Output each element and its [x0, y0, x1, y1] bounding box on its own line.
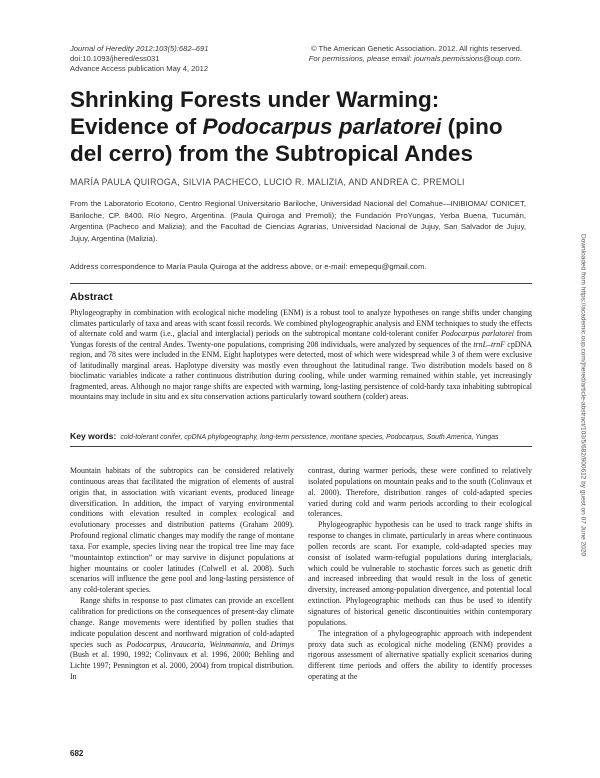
body-paragraph: The integration of a phylogeographic approach with independent proxy data such as ecological niche modeling (ENM) provides a rigorous assessment of alternative spatially explicit scenarios during different time periods and offers the ability to identify processes operating at the — [308, 628, 532, 682]
abstract-bottom-rule — [70, 446, 532, 447]
keywords — [70, 431, 540, 441]
body-column-left — [70, 466, 294, 683]
journal-citation-block — [70, 44, 208, 74]
title-line-1: Shrinking Forests under Warming: — [70, 87, 440, 112]
page-number: 682 — [70, 749, 84, 758]
title-species-name: Podocarpus parlatorei — [202, 114, 442, 139]
abstract-top-rule — [70, 283, 532, 284]
doi-line: doi:10.1093/jhered/ess031 — [70, 54, 160, 63]
copyright-block — [309, 44, 522, 64]
body-paragraph: Phylogeographic hypothesis can be used to track range shifts in response to changes in climate, particularly in areas where continuous pollen records are scant. For example, cold-adapted species may consist of isolated warm-refugial populations during interglacials, which could be vulnerable to stochastic forces such as genetic drift and increased inbreeding that would result in the loss of genetic diversity, increased among-population divergence, and potential local extinction. Phylogeographic methods can thus be used to identify signatures of historical genetic discontinuities within contemporary populations. — [308, 520, 532, 627]
body-column-right — [308, 466, 532, 683]
correspondence-address: Address correspondence to María Paula Quiroga at the address above, or e-mail: emepequ@gmail.com. — [70, 262, 427, 271]
article-title — [70, 86, 540, 167]
abstract-heading: Abstract — [70, 291, 113, 303]
author-list: MARÍA PAULA QUIROGA, SILVIA PACHECO, LUCIO R. MALIZIA, AND ANDREA C. PREMOLI — [70, 177, 465, 187]
journal-line: Journal of Heredity 2012:103(5):682–691 — [70, 44, 209, 53]
download-watermark — [578, 150, 588, 640]
advance-access-line: Advance Access publication May 4, 2012 — [70, 64, 209, 73]
keywords-list: cold-tolerant conifer, cpDNA phylogeography, long-term persistence, montane species, Podocarpus, South America, Yungas — [120, 434, 499, 441]
title-line-2: Evidence of Podocarpus parlatorei (pino — [70, 114, 503, 139]
abstract-text: Phylogeography in combination with ecological niche modeling (ENM) is a robust tool to analyze hypotheses on range shifts under changing climates particularly of taxa and areas with scant fossil records. We combined phylogeographic analysis and ENM techniques to study the effects of alternate cold and warm (i.e., glacial and interglacial) periods on the subtropical montane cold-tolerant conifer Podocarpus parlatorei from Yungas forests of the central Andes. Twenty-one populations, comprising 208 individuals, were analyzed by sequences of the trnL–trnF cpDNA region, and 78 sites were included in the ENM. Eight haplotypes were detected, most of which were widespread while 3 of them were exclusive of latitudinally marginal areas. Haplotype diversity was mostly even throughout the latitudinal range. Two distribution models based on 8 bioclimatic variables indicate a rather continuous distribution during cooling, while under warming remained within stable, yet increasingly fragmented, areas. Although no major range shifts are expected with warming, long-lasting persistence of cold-hardy taxa inhabiting subtropical mountains may include in situ and ex situ conservation actions particularly toward southern (colder) areas. — [70, 308, 532, 402]
title-line-3: del cerro) from the Subtropical Andes — [70, 141, 473, 166]
body-paragraph: contrast, during warmer periods, these were confined to relatively isolated populations on mountain peaks and to the south (Colinvaux et al. 2000). Therefore, distribution ranges of cold-adapted species varied during cold and warm periods according to their ecological tolerances. — [308, 466, 532, 519]
permissions-line: For permissions, please email: journals.permissions@oup.com. — [308, 54, 522, 63]
body-paragraph: Mountain habitats of the subtropics can be considered relatively continuous areas that facilitated the migration of elements of austral origin that, in association with vicariant events, produced lineage diversification. In addition, the impact of varying environmental conditions with elevation resulted in complex ecological and evolutionary processes and distribution patterns (Graham 2009). Profound regional climatic changes may modify the range of montane taxa. For example, species living near the tropical tree line may face “mountaintop extinction” or may survive in disjunct populations at higher mountains or cooler latitudes (Colwell et al. 2008). Such scenarios will influence the gene pool and long-lasting persistence of any cold-tolerant species. — [70, 466, 294, 595]
copyright-line: © The American Genetic Association. 2012. All rights reserved. — [310, 44, 522, 53]
body-paragraph: Range shifts in response to past climates can provide an excellent calibration for predictions on the consequences of present-day climate change. Range movements were identified by pollen studies that indicate population descent and northward migration of cold-adapted species such as Podocarpus, Araucaria, Weinmannia, and Drimys (Bush et al. 1990, 1992; Colinvaux et al. 1996, 2000; Behling and Lichte 1997; Pennington et al. 2000, 2004) from tropical distribution. In — [70, 596, 295, 682]
keywords-label: Key words: — [70, 431, 117, 441]
download-watermark-text: Downloaded from https://academic.oup.com/jhered/article-abstract/103/5/682/900612 by guest on 07 June 2020 — [579, 234, 587, 556]
affiliations: From the Laboratorio Ecotono, Centro Regional Universitario Bariloche, Universidad Nacional del Comahue—INIBIOMA/ CONICET, Bariloche, CP. 8400. Río Negro, Argentina. (Paula Quiroga and Premoli); the Fundación ProYungas, Yerba Buena, Tucumán, Argentina (Pacheco and Malizia); and the Facultad de Ciencias Agrarias, Universidad Nacional de Jujuy, San Salvador de Jujuy, Jujuy, Argentina (Malizia). — [70, 199, 526, 243]
